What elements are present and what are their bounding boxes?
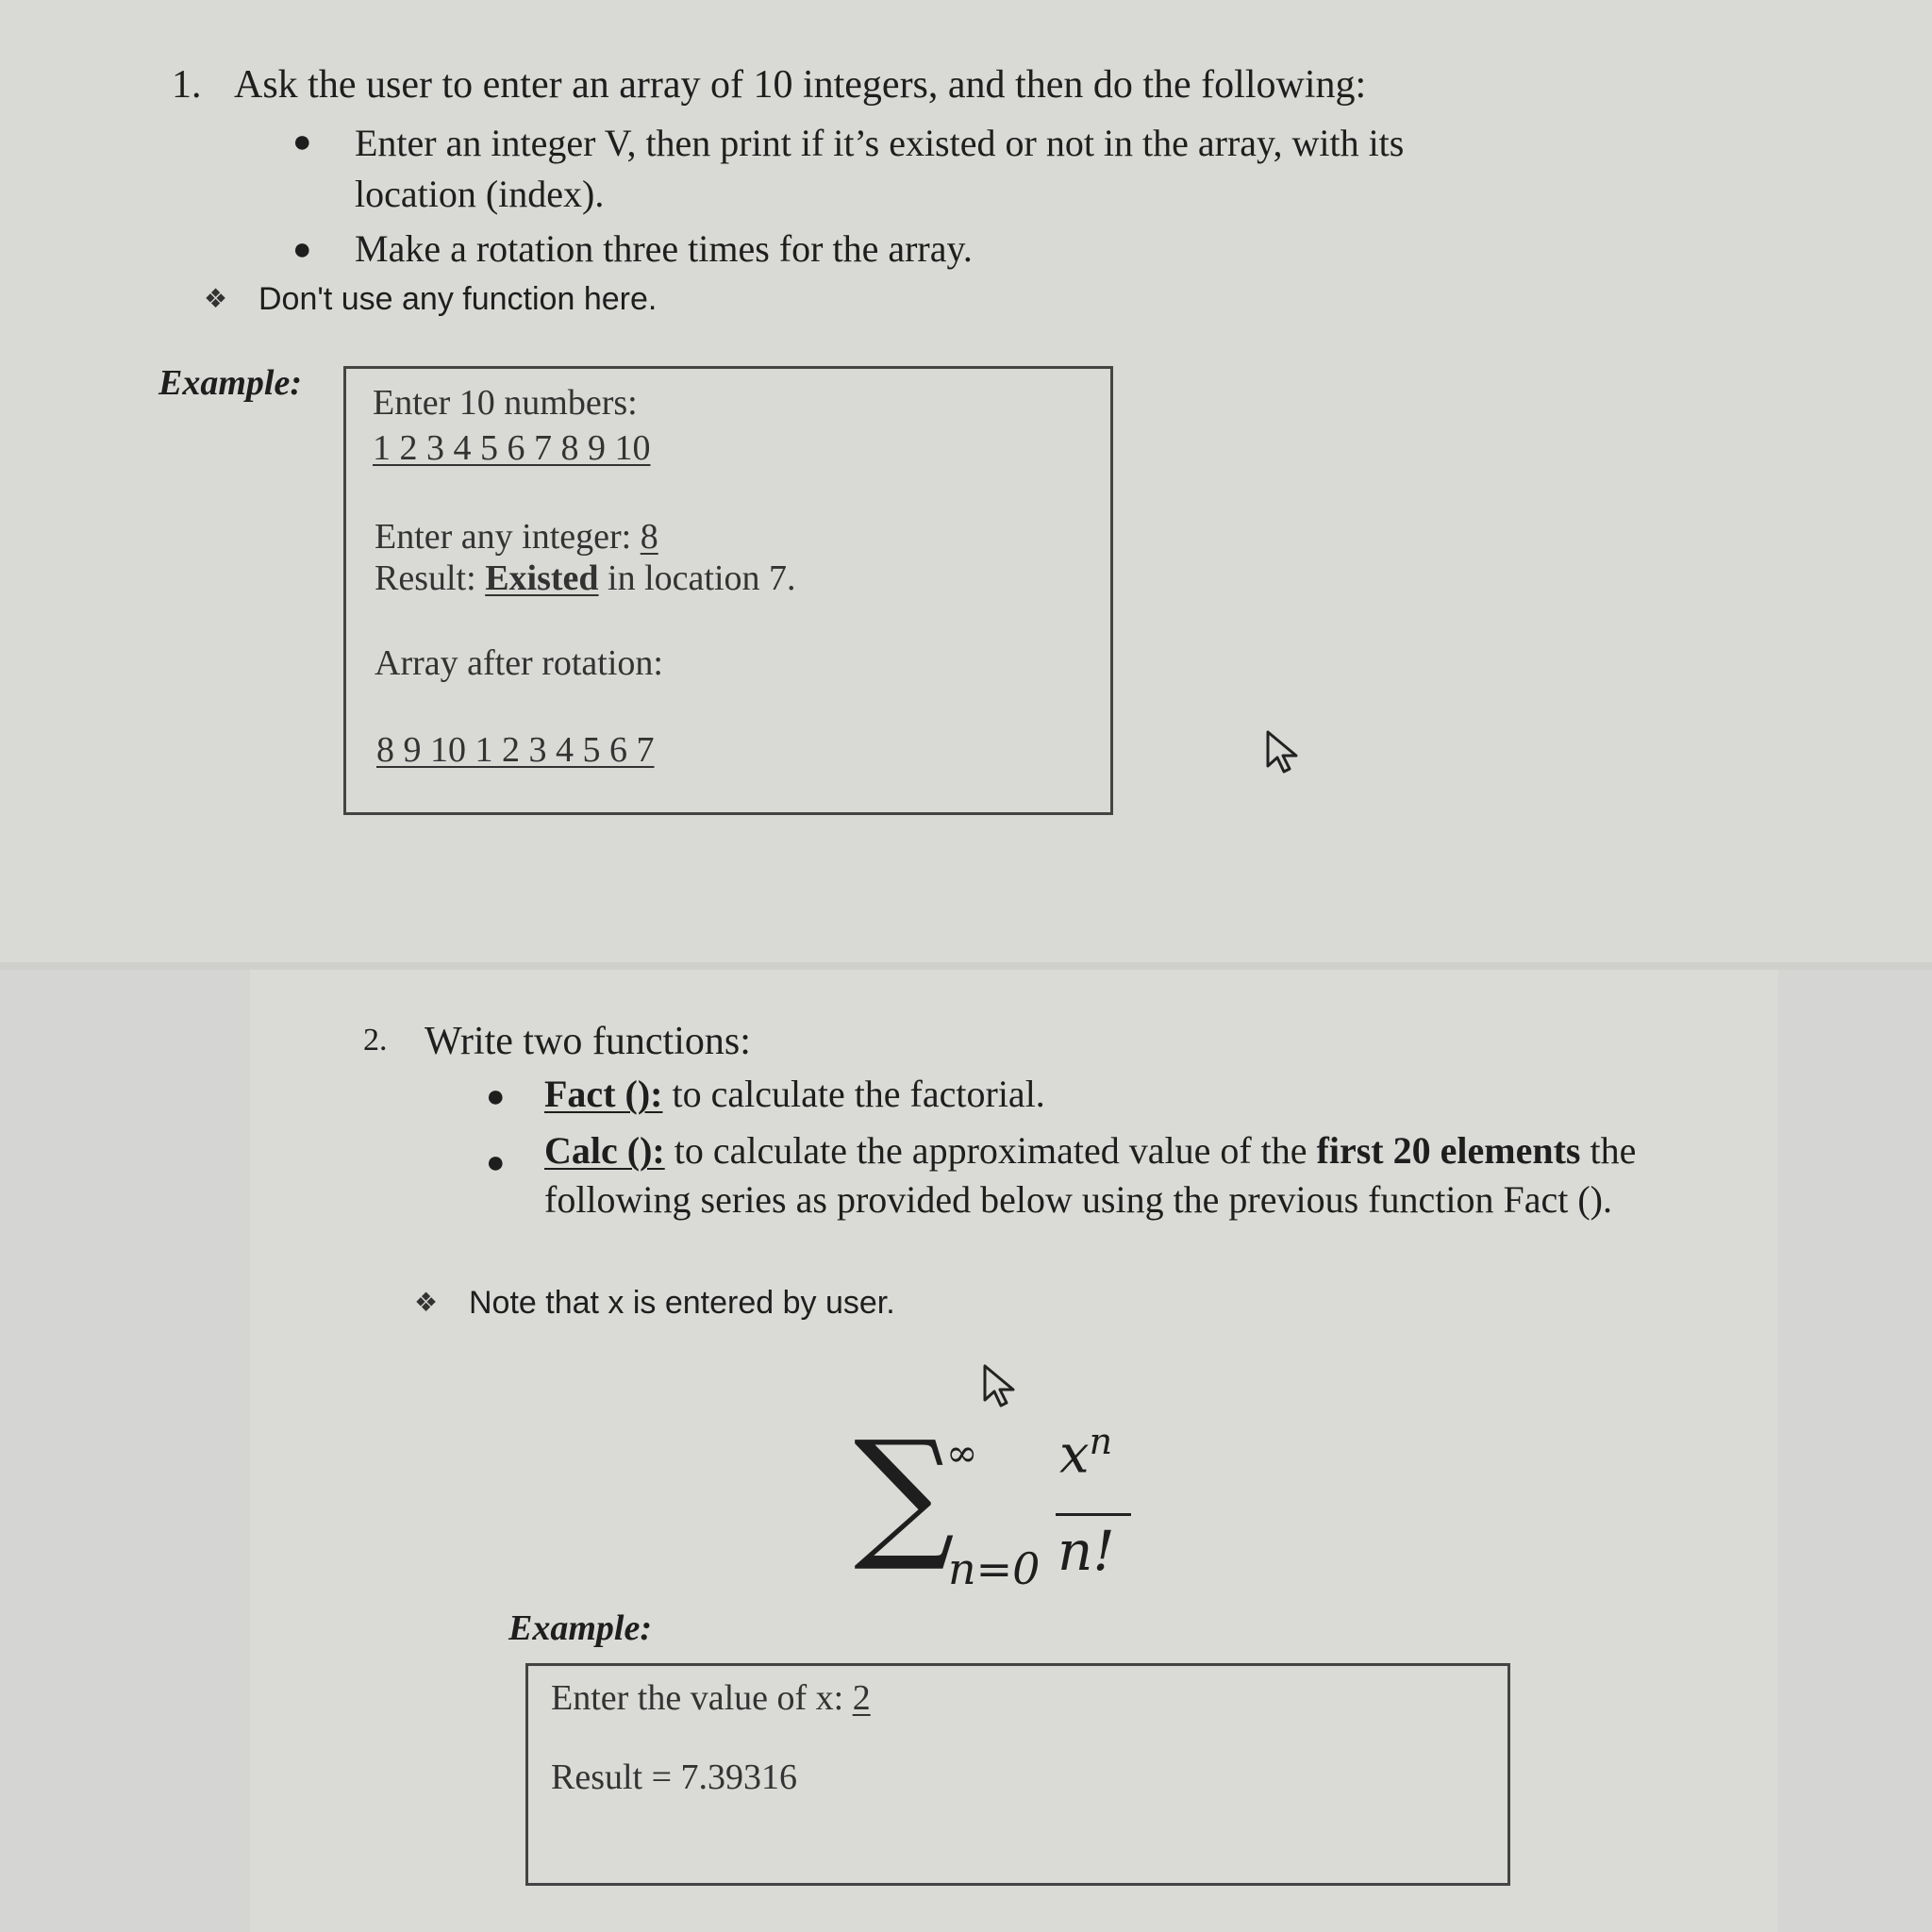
- q1-example-rotated: 8 9 10 1 2 3 4 5 6 7: [376, 730, 655, 770]
- q1-example-result-prefix: Result:: [375, 558, 486, 598]
- q1-number: 1.: [172, 63, 202, 107]
- formula-numerator-base: x: [1059, 1424, 1090, 1486]
- q2-example-input-line: [551, 1677, 871, 1719]
- q2-example-input-prefix: Enter the value of x:: [551, 1678, 853, 1718]
- page-one: [0, 0, 1932, 962]
- fact-function-name: Fact ():: [544, 1073, 663, 1115]
- formula-lower-limit: n=0: [948, 1543, 1041, 1594]
- q1-bullet-1: Enter an integer V, then print if it’s existed or not in the array, with its: [355, 122, 1405, 164]
- q2-bullet-2-text-b: the: [1580, 1129, 1637, 1172]
- q1-example-integer-line: [375, 516, 658, 558]
- q1-example-label: Example:: [158, 363, 302, 403]
- q2-bullet-2-bold: first 20 elements: [1316, 1129, 1581, 1172]
- bullet-dot-icon: ●: [292, 232, 312, 267]
- diamond-bullet-icon: ❖: [414, 1289, 439, 1318]
- q2-note: Note that x is entered by user.: [469, 1285, 895, 1321]
- q2-example-result: Result = 7.39316: [551, 1757, 798, 1797]
- diamond-bullet-icon: ❖: [204, 285, 228, 314]
- q1-prompt: Ask the user to enter an array of 10 integers, and then do the following:: [234, 63, 1367, 107]
- mouse-pointer-icon: [1264, 728, 1302, 774]
- formula-upper-limit: ∞: [946, 1432, 978, 1475]
- q2-number: 2.: [363, 1023, 388, 1058]
- q1-example-result-line: [375, 558, 796, 599]
- q2-example-input-value: 2: [852, 1678, 871, 1718]
- q1-example-result-suffix: in location 7.: [598, 558, 796, 598]
- formula-numerator-exp: n: [1089, 1421, 1113, 1462]
- bullet-dot-icon: ●: [486, 1145, 506, 1180]
- formula-denominator: n!: [1058, 1519, 1115, 1583]
- q2-example-box: [525, 1663, 1510, 1886]
- page-two: [250, 970, 1778, 1932]
- q2-bullet-2-text-a: to calculate the approximated value of the: [664, 1129, 1317, 1172]
- q1-example-result-word: Existed: [485, 558, 599, 598]
- q2-bullet-1-text: to calculate the factorial.: [662, 1073, 1045, 1115]
- q2-example-label: Example:: [508, 1608, 652, 1648]
- page-gap: [0, 962, 1932, 970]
- q2-bullet-1: [544, 1072, 1045, 1116]
- q1-example-integer-value: 8: [640, 517, 658, 557]
- formula-numerator: [1059, 1421, 1112, 1486]
- q1-note: Don't use any function here.: [258, 281, 658, 317]
- q1-bullet-2: Make a rotation three times for the array.: [355, 227, 973, 270]
- q1-example-box: [343, 366, 1113, 815]
- q1-example-rotation-label: Array after rotation:: [375, 643, 663, 683]
- q1-example-line1: Enter 10 numbers:: [373, 383, 638, 423]
- mouse-pointer-icon: [981, 1362, 1019, 1407]
- sigma-symbol: ∑: [854, 1411, 956, 1575]
- q1-bullet-1-cont: location (index).: [355, 173, 605, 215]
- calc-function-name: Calc ():: [544, 1129, 665, 1172]
- q2-bullet-2: [544, 1128, 1636, 1173]
- fraction-bar: [1056, 1513, 1131, 1516]
- q2-prompt: Write two functions:: [425, 1020, 751, 1063]
- q2-bullet-2-cont: following series as provided below using the previous function Fact ().: [544, 1178, 1612, 1221]
- q1-example-numbers: 1 2 3 4 5 6 7 8 9 10: [373, 428, 651, 468]
- bullet-dot-icon: ●: [292, 125, 312, 159]
- q1-example-integer-prefix: Enter any integer:: [375, 517, 641, 557]
- bullet-dot-icon: ●: [486, 1079, 506, 1114]
